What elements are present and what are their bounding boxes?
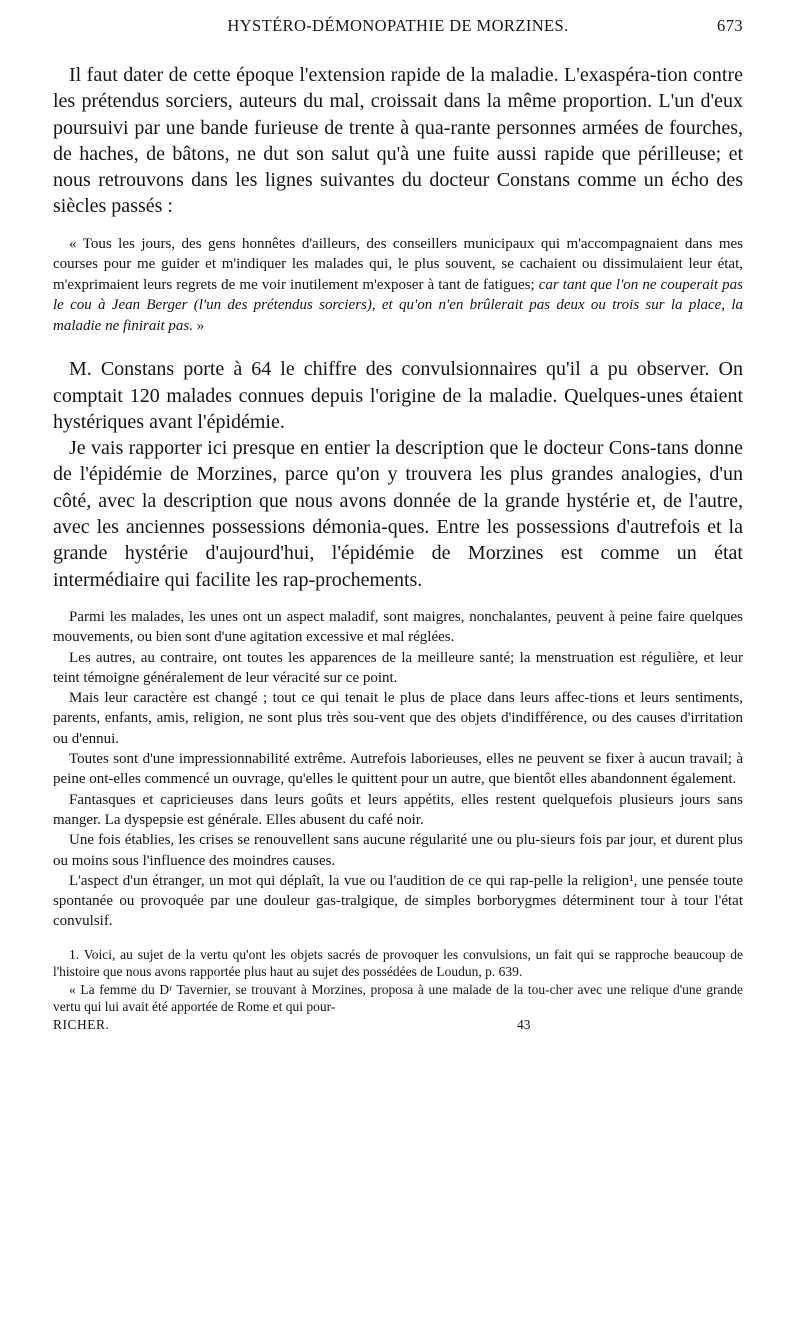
small-paragraph: L'aspect d'un étranger, un mot qui déplaît, la vue ou l'audition de ce qui rap-pelle la religion¹, une pensée toute spontanée ou provoquée par une douleur gas-tralgique, de simples borborygmes déterminent tour à tour l'état convulsif. [53,872,743,930]
constans-quote [53,234,743,337]
footnotes [53,946,743,1016]
small-paragraph: Une fois établies, les crises se renouvellent sans aucune régularité une ou plu-sieurs fois par jour, et durent plus ou moins sous l'influence des moindres causes. [53,832,743,869]
paragraph: Je vais rapporter ici presque en entier la description que le docteur Cons-tans donne de l'épidémie de Morzines, parce qu'on y trouvera les plus grandes analogies, d'un côté, avec la description que nous avons donnée de la grande hystérie et, de l'autre, avec les anciennes possessions démonia-ques. Entre les possessions d'autrefois et la grande hystérie d'aujourd'hui, l'épidémie de Morzines est comme un état intermédiaire qui facilite les rap-prochements. [53,437,743,591]
book-page [53,14,743,1034]
footnote: « La femme du Dʳ Tavernier, se trouvant à Morzines, proposa à une malade de la tou-cher avec une relique d'une grande vertu qui lui avait été apportée de Rome et qui pour- [53,981,743,1015]
paragraph: M. Constans porte à 64 le chiffre des convulsionnaires qu'il a pu observer. On comptait 120 malades connues depuis l'origine de la maladie. Quelques-unes étaient hystériques avant l'épidémie. [53,358,743,433]
main-text-before-quote [53,62,743,220]
footnote: 1. Voici, au sujet de la vertu qu'ont les objets sacrés de provoquer les convulsions, un fait qui se rapproche beaucoup de l'histoire que nous avons rapportée plus haut au sujet des possédées de Loudun, p. 639. [53,946,743,980]
small-paragraph: Parmi les malades, les unes ont un aspect maladif, sont maigres, nonchalantes, peuvent à peine faire quelques mouvements, ou bien sont d'une agitation excessive et mal réglées. [53,608,743,646]
main-text-after-quote [53,356,743,593]
running-title: HYSTÉRO-DÉMONOPATHIE DE MORZINES. [227,16,569,35]
quote-close: » [193,317,205,334]
small-paragraph: Mais leur caractère est changé ; tout ce qui tenait le plus de place dans leurs affec-tions et leurs sentiments, parents, enfants, amis, religion, ne sont plus très sou-vent que des objets d'indifférence, ou des causes d'irritation ou d'ennui. [53,690,743,747]
printer-signature: RICHER. [53,1016,110,1032]
small-paragraph: Fantasques et capricieuses dans leurs goûts et leurs appétits, elles restent quelquefois plusieurs jours sans manger. La dyspepsie est générale. Elles abusent du café noir. [53,791,743,828]
signature-line [53,1016,743,1034]
quote-plain: « Tous les jours, des gens honnêtes d'ailleurs, des conseillers municipaux qui m'accompagnaient dans mes courses pour me guider et m'indiquer les malades qui, le plus souvent, se cachaient ou dissimulaient leur état, m'exprimaient leurs regrets de me voir inutilement m'exposer à tant de fatigues; [53,235,743,293]
paragraph: Il faut dater de cette époque l'extension rapide de la maladie. L'exaspéra-tion contre les prétendus sorciers, auteurs du mal, croissait dans la même proportion. L'un d'eux poursuivi par une bande furieuse de trente à qua-rante personnes armées de fourches, de haches, de bâtons, ne dut son salut qu'à une fuite aussi rapide que périlleuse; et nous retrouvons dans les lignes suivantes du docteur Constans comme un écho des siècles passés : [53,64,743,218]
sheet-number: 43 [517,1016,531,1032]
small-paragraph: Toutes sont d'une impressionnabilité extrême. Autrefois laborieuses, elles ne peuvent se fixer à aucun travail; à peine ont-elles commencé un ouvrage, qu'elles le quittent pour un autre, que bientôt elles abandonnent également. [53,751,743,788]
running-head [53,14,743,38]
quote-italic: car tant que l'on ne couperait pas le cou à Jean Berger (l'un des prétendus sorciers), et qu'on n'en brûlerait pas deux ou trois sur la place, la maladie ne finirait pas. [53,276,743,334]
page-number: 673 [717,16,743,35]
description-small-text [53,607,743,932]
small-paragraph: Les autres, au contraire, ont toutes les apparences de la meilleure santé; la menstruation est régulière, et leur teint témoigne généralement de leur véracité sur ce point. [53,649,743,686]
